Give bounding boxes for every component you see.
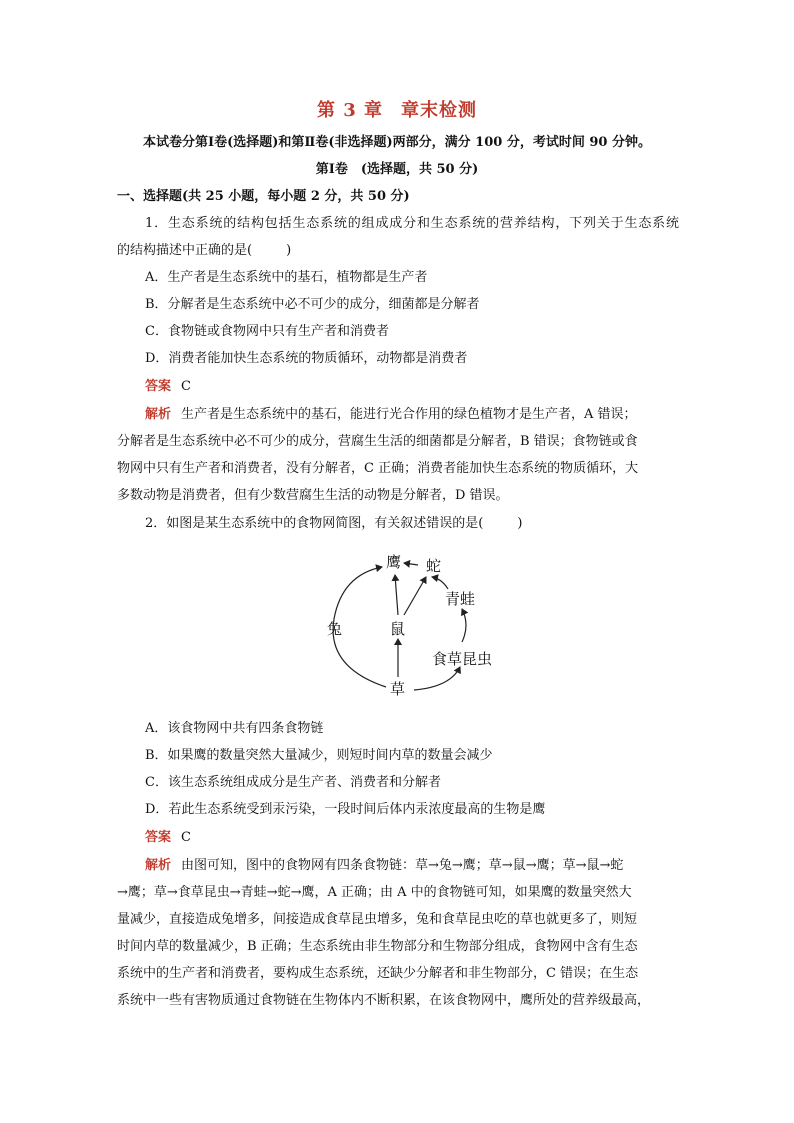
q2-analysis-text1: 由图可知，图中的食物网有四条食物链：草→兔→鹰；草→鼠→鹰；草→鼠→蛇	[181, 858, 624, 873]
q2-option-c: C．该生态系统组成成分是生产者、消费者和分解者	[145, 775, 441, 790]
node-rabbit: 兔	[327, 620, 343, 638]
q2-analysis-line1	[145, 856, 623, 876]
q1-analysis-label: 解析	[145, 407, 172, 422]
q2-paren-close: )	[517, 516, 523, 531]
q1-analysis-line1	[145, 405, 637, 425]
q1-option-a: A．生产者是生态系统中的基石，植物都是生产者	[145, 270, 428, 285]
node-snake: 蛇	[426, 557, 442, 575]
q1-analysis-line3: 物网中只有生产者和消费者，没有分解者，C 正确；消费者能加快生态系统的物质循环，大	[117, 461, 639, 476]
q1-stem-line1: 1．生态系统的结构包括生态系统的组成成分和生态系统的营养结构，下列关于生态系统	[145, 216, 679, 231]
q1-analysis-line4: 多数动物是消费者，但有少数营腐生生活的动物是分解者，D 错误。	[117, 488, 509, 503]
node-frog: 青蛙	[445, 590, 476, 608]
part1-title: 第Ⅰ卷 (选择题，共 50 分)	[315, 162, 479, 177]
q1-answer	[145, 377, 191, 397]
chapter-number: 第 3 章	[316, 100, 384, 121]
arrow-insect-frog	[462, 609, 466, 642]
q2-option-d: D．若此生态系统受到汞污染，一段时间后体内汞浓度最高的生物是鹰	[145, 802, 546, 817]
q2-option-a: A．该食物网中共有四条食物链	[145, 721, 324, 736]
food-web-diagram	[320, 547, 510, 702]
q2-analysis-line3: 量减少，直接造成兔增多，间接造成食草昆虫增多，兔和食草昆虫吃的草也就更多了，则短	[117, 912, 638, 927]
q2-analysis-line6: 系统中一些有害物质通过食物链在生物体内不断积累，在该食物网中，鹰所处的营养级最高，	[117, 993, 651, 1008]
q2-answer	[145, 828, 191, 848]
q2-analysis-label: 解析	[145, 858, 172, 873]
q1-option-b: B．分解者是生态系统中必不可少的成分，细菌都是分解者	[145, 297, 480, 312]
q1-analysis-text1: 生产者是生态系统中的基石，能进行光合作用的绿色植物才是生产者，A 错误；	[181, 407, 637, 422]
q1-analysis-line2: 分解者是生态系统中必不可少的成分，营腐生生活的细菌都是分解者，B 错误；食物链或食	[117, 434, 638, 449]
node-insect: 食草昆虫	[432, 650, 493, 668]
page-title	[0, 96, 794, 122]
chapter-title: 章末检测	[401, 100, 478, 121]
arrow-frog-snake	[432, 577, 448, 589]
q2-option-b: B．如果鹰的数量突然大量减少，则短时间内草的数量会减少	[145, 748, 493, 763]
q1-option-c: C．食物链或食物网中只有生产者和消费者	[145, 324, 389, 339]
q1-option-d: D．消费者能加快生态系统的物质循环，动物都是消费者	[145, 351, 468, 366]
q1-answer-value: C	[181, 379, 191, 394]
node-grass: 草	[390, 680, 406, 698]
q2-analysis-line2: →鹰；草→食草昆虫→青蛙→蛇→鹰，A 正确；由 A 中的食物链可知，如果鹰的数量突然大	[117, 885, 632, 900]
q1-answer-label: 答案	[145, 379, 172, 394]
q2-answer-value: C	[181, 830, 191, 845]
node-eagle: 鹰	[386, 553, 402, 571]
arrow-mouse-eagle	[395, 575, 398, 615]
arrow-mouse-snake	[404, 577, 426, 615]
q2-stem-text: 2．如图是某生态系统中的食物网简图，有关叙述错误的是(	[145, 516, 484, 531]
q1-stem-text: 的结构描述中正确的是(	[117, 243, 253, 258]
arrow-snake-eagle	[404, 563, 418, 565]
q1-paren-close: )	[286, 243, 292, 258]
q2-answer-label: 答案	[145, 830, 172, 845]
node-mouse: 鼠	[390, 620, 406, 638]
section1-title: 一、选择题(共 25 小题，每小题 2 分，共 50 分)	[117, 189, 410, 204]
q2-analysis-line5: 系统中的生产者和消费者，要构成生态系统，还缺少分解者和非生物部分，C 错误；在生态	[117, 966, 639, 981]
exam-intro: 本试卷分第Ⅰ卷(选择题)和第Ⅱ卷(非选择题)两部分，满分 100 分，考试时间 90 分钟。	[143, 135, 651, 150]
arrow-grass-insect	[414, 667, 460, 690]
q1-stem-line2	[117, 241, 291, 261]
q2-analysis-line4: 时间内草的数量减少，B 正确；生态系统由非生物部分和生物部分组成，食物网中含有生态	[117, 939, 638, 954]
q2-stem	[145, 514, 522, 534]
